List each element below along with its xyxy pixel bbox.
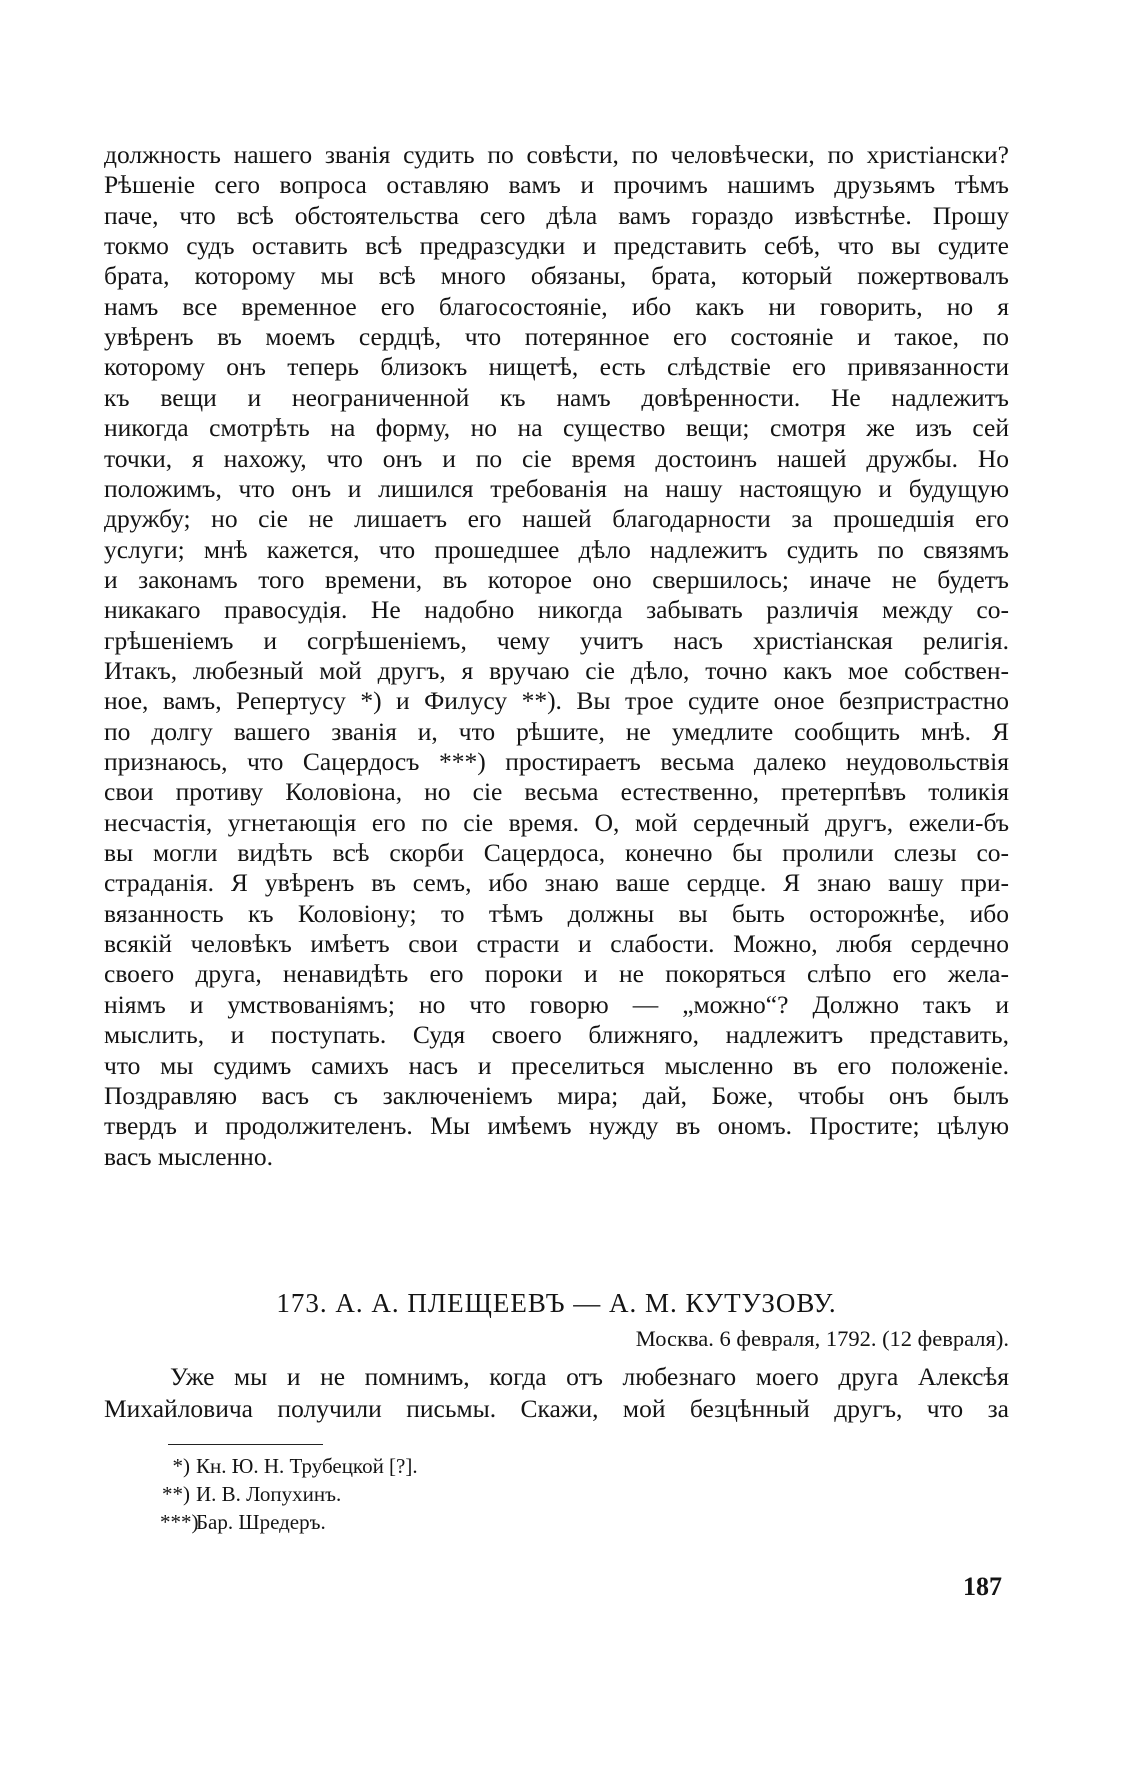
body-line: васъ мысленно. — [104, 1141, 273, 1171]
body-line: положимъ, что онъ и лишился требованія на нашу настоящую и будущую — [104, 473, 1009, 503]
body-line: ное, вамъ, Репертусу *) и Филусу **). Вы трое судите оное безпристрастно — [104, 686, 1009, 716]
footnote-mark: *) — [172, 1454, 190, 1478]
body-line: брата, которому мы всѣ много обязаны, брата, который пожертвовалъ — [104, 261, 1009, 291]
body-line: къ вещи и неограниченной къ намъ довѣренности. Не надлежитъ — [104, 382, 1009, 412]
body-line: своего друга, ненавидѣть его пороки и не покоряться слѣпо его жела- — [104, 959, 1009, 989]
body-line: по долгу вашего званія и, что рѣшите, не умедлите сообщить мнѣ. Я — [104, 716, 1009, 746]
body-line: Итакъ, любезный мой другъ, я вручаю сіе дѣло, точно какъ мое собствен- — [104, 655, 1009, 685]
letter-dateline: Москва. 6 февраля, 1792. (12 февраля). — [635, 1326, 1009, 1351]
body-line: Поздравляю васъ съ заключеніемъ мира; дай, Боже, чтобы онъ былъ — [104, 1080, 1009, 1110]
letter-line: Уже мы и не помнимъ, когда отъ любезнаго моего друга Алексѣя — [170, 1362, 1009, 1391]
body-line: которому онъ теперь близокъ нищетѣ, есть слѣдствіе его привязанности — [104, 352, 1009, 382]
body-line: намъ все временное его благосостояніе, ибо какъ ни говорить, но я — [104, 291, 1009, 321]
body-line: мыслить, и поступать. Судя своего ближняго, надлежитъ представить, — [104, 1020, 1009, 1050]
body-line: и законамъ того времени, въ которое оно свершилось; иначе не будетъ — [104, 564, 1009, 594]
footnote-text: И. В. Лопухинъ. — [196, 1482, 342, 1506]
footnote-rule — [168, 1444, 323, 1445]
footnote-text: Кн. Ю. Н. Трубецкой [?]. — [196, 1454, 418, 1478]
body-line: вы могли видѣть всѣ скорби Сацердоса, конечно бы пролили слезы со- — [104, 838, 1009, 868]
body-line: увѣренъ въ моемъ сердцѣ, что потерянное его состояніе и такое, по — [104, 322, 1009, 352]
body-line: признаюсь, что Сацердосъ ***) простираетъ весьма далеко неудовольствія — [104, 747, 1009, 776]
body-line: всякій человѣкъ имѣетъ свои страсти и слабости. Можно, любя сердечно — [104, 929, 1009, 959]
body-line: ніямъ и умствованіямъ; но что говорю — „можно“? Должно такъ и — [104, 989, 1009, 1019]
page-number: 187 — [963, 1572, 1002, 1601]
body-line: страданія. Я увѣренъ въ семъ, ибо знаю ваше сердце. Я знаю вашу при- — [104, 868, 1009, 898]
footnote-mark: **) — [162, 1482, 190, 1506]
body-line: вязанность къ Коловіону; то тѣмъ должны вы быть осторожнѣе, ибо — [104, 898, 1009, 928]
footnote-mark: ***) — [160, 1510, 199, 1534]
body-line: грѣшеніемъ и согрѣшеніемъ, чему учитъ насъ христіанская религія. — [104, 625, 1009, 655]
body-line: что мы судимъ самихъ насъ и преселиться мысленно въ его положеніе. — [104, 1050, 1009, 1080]
body-line: никакаго правосудія. Не надобно никогда забывать различія между со- — [104, 595, 1009, 625]
body-line: паче, что всѣ обстоятельства сего дѣла вамъ гораздо извѣстнѣе. Прошу — [104, 200, 1009, 230]
body-line: несчастія, угнетающія его по сіе время. О, мой сердечный другъ, ежели-бъ — [104, 807, 1009, 837]
footnote-text: Бар. Шредеръ. — [196, 1510, 326, 1534]
footnote — [160, 1509, 326, 1535]
body-line: дружбу; но сіе не лишаетъ его нашей благодарности за прошедшія его — [104, 504, 1009, 534]
body-line: токмо судъ оставить всѣ предразсудки и представить себѣ, что вы судите — [104, 231, 1009, 261]
body-line: свои противу Коловіона, но сіе весьма естественно, претерпѣвъ толикія — [104, 777, 1009, 807]
footnote — [160, 1481, 341, 1507]
footnote — [160, 1453, 418, 1479]
letter-heading: 173. А. А. ПЛЕЩЕЕВЪ — А. М. КУТУЗОВУ. — [276, 1288, 837, 1318]
body-line: должность нашего званія судить по совѣсти, по человѣчески, по христіански? — [104, 140, 1009, 169]
letter-line: Михайловича получили письмы. Скажи, мой безцѣнный другъ, что за — [104, 1394, 1009, 1423]
body-line: Рѣшеніе сего вопроса оставляю вамъ и прочимъ нашимъ друзьямъ тѣмъ — [104, 170, 1009, 200]
body-line: никогда смотрѣть на форму, но на существо вещи; смотря же изъ сей — [104, 413, 1009, 443]
body-line: твердъ и продолжителенъ. Мы имѣемъ нужду въ ономъ. Простите; цѣлую — [104, 1111, 1009, 1141]
body-line: услуги; мнѣ кажется, что прошедшее дѣло надлежитъ судить по связямъ — [104, 534, 1009, 564]
body-line: точки, я нахожу, что онъ и по сіе время достоинъ нашей дружбы. Но — [104, 443, 1009, 473]
